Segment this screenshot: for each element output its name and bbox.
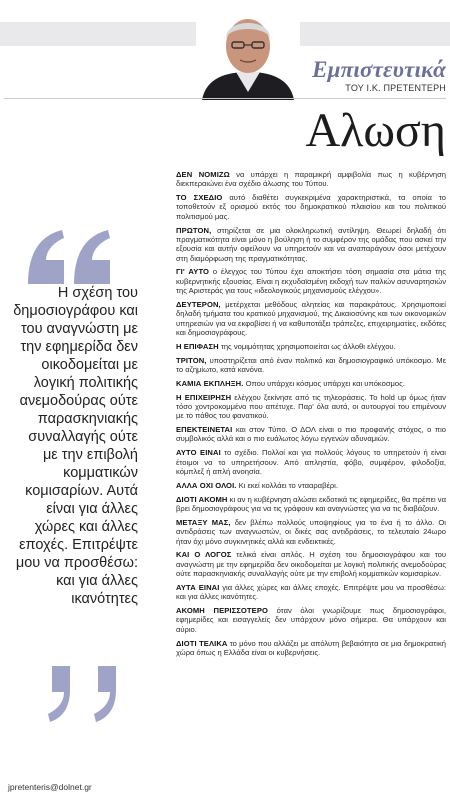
paragraph-text: μετέρχεται μεθόδους αλητείας και παρακράτους. Χρησιμοποιεί δηλαδή τμήματα του κρατικού μηχανισμού, της Δικαιοσύνης και των οικονομικών υπηρεσιών για να εκφοβίσει ή να καθυποτάξει τράπεζες, επιχειρηματίες, εκδότες και δημοσιογράφους. [176, 299, 446, 337]
paragraph-text: δεν βλέπω πολλούς υποψηφίους για το ένα ή το άλλο. Οι αντιδράσεις των αναγνωστών, οι δικές σας αντιδράσεις, το τελευταίο 24ωρο ήταν όχι μόνο συγκινητικές αλλά και ενδεικτικές. [176, 517, 446, 546]
paragraph-text: όταν όλοι γνωρίζουμε πως δημοσιογράφοι, εφημερίδες και εισαγγελείς δεν υπάρχουν μόνο σήμερα. Θα υπάρχουν και αύριο. [176, 606, 446, 634]
paragraph-text: κι αν η κυβέρνηση αλώσει εκδοτικά τις εφημερίδες, θα πρέπει να βρει δημοσιογράφους για να τις γράφουν και αναγνώστες για να τις διαβάζουν. [176, 494, 446, 514]
article-body [176, 170, 446, 662]
paragraph-text: το μόνο που αλλάζει με απόλυτη βεβαιότητα σε μια δημοκρατική χώρα όπως η Ελλάδα είναι οι κυβερνήσεις. [176, 638, 446, 657]
article-paragraph [176, 639, 446, 658]
paragraph-lead: ΠΡΩΤΟΝ, [176, 225, 212, 235]
article-paragraph [176, 300, 446, 337]
paragraph-text: να υπάρχει η παραμικρή αμφιβολία πως η κυβέρνηση διεκπεραιώνει ένα σχέδιο άλωσης του Τύπου. [176, 170, 446, 189]
article-paragraph [176, 226, 446, 263]
paragraph-lead: ΕΠΕΚΤΕΙΝΕΤΑΙ [176, 425, 233, 435]
paragraph-lead: ΚΑΙ Ο ΛΟΓΟΣ [176, 550, 232, 560]
article-paragraph [176, 448, 446, 476]
paragraph-lead: ΔΕΝ ΝΟΜΙΖΩ [176, 170, 230, 179]
paragraph-text: ο έλεγχος του Τύπου έχει αποκτήσει τόση σημασία στα μάτια της κυβερνητικής εξουσίας. Είναι η εκχυδαϊσμένη εκδοχή των παλιών ασυναρτησιών της Αριστεράς για τους «ιδεολογικούς μηχανισμούς ελέγχου». [176, 267, 447, 296]
article-paragraph [176, 550, 446, 578]
paragraph-lead: ΑΥΤΑ ΕΙΝΑΙ [176, 582, 220, 592]
paragraph-text: ελέγχου ξεκίνησε από τις τηλεοράσεις. Το hold up όμως ήταν τόσο χοντροκομμένο που απέτυχε. Παρ' όλα αυτά, οι αυτουργοί του επιμένουν με το πάθος του φανατικού. [176, 392, 446, 421]
paragraph-lead: ΓΙ' ΑΥΤΟ [176, 267, 210, 277]
author-photo [196, 8, 300, 100]
paragraph-text: τελικά είναι απλός. Η σχέση του δημοσιογράφου και του αναγνώστη με την εφημερίδα δεν οικοδομείται με λογική πολιτικής ανεμοδούρας ούτε παρασκηνιακής συναλλαγής ούτε με την επιβολή κομματικών κομισαρίων. [176, 550, 446, 578]
paragraph-lead: ΔΙΟΤΙ ΑΚΟΜΗ [176, 494, 228, 504]
paragraph-lead: ΑΚΟΜΗ ΠΕΡΙΣΣΟΤΕΡΟ [176, 606, 269, 616]
article-paragraph [176, 583, 446, 602]
paragraph-text: στηρίζεται σε μια ολοκληρωτική αντίληψη. Θεωρεί δηλαδή ότι πραγματικότητα είναι μόνο η βούληση ή το συμφέρον της ομάδας που ασκεί την εξουσία και αυτήν οφείλουν να υπηρετούν και να αναπαράγουν όσοι μετέχουν στη διαμόρφωση της πραγματικότητας. [176, 225, 446, 263]
paragraph-text: αυτό διαθέτει συγκεκριμένα χαρακτηριστικά, τα οποία το τοποθετούν εξ ορισμού εκτός του δημοκρατικού πλαισίου και του πολιτικού πολιτισμού μας. [176, 193, 446, 221]
paragraph-lead: Η ΕΠΙΦΑΣΗ [176, 341, 219, 351]
paragraph-text: Οπου υπάρχει κόσμος υπάρχει και υπόκοσμος. [243, 378, 405, 388]
paragraph-lead: ΜΕΤΑΞΥ ΜΑΣ, [176, 517, 231, 527]
paragraph-lead: ΤΡΙΤΟΝ, [176, 355, 207, 365]
article-paragraph [176, 170, 446, 189]
author-byline: ΤΟΥ Ι.Κ. ΠΡΕΤΕΝΤΕΡΗ [345, 83, 446, 93]
paragraph-text: για άλλες χώρες και άλλες εποχές. Επιτρέψτε μου να προσθέσω: και για άλλες ικανότητες. [176, 582, 446, 602]
article-paragraph [176, 606, 446, 634]
article-paragraph [176, 267, 446, 295]
paragraph-text: της νομιμότητας χρησιμοποιείται ως άλλοθι ελέγχου. [218, 341, 396, 351]
article-paragraph [176, 481, 446, 490]
paragraph-lead: Η ΕΠΙΧΕΙΡΗΣΗ [176, 392, 232, 402]
author-email[interactable]: jpretenteris@dolnet.gr [8, 782, 92, 792]
article-paragraph [176, 356, 446, 375]
paragraph-text: υποστηρίζεται από έναν πολιτικό και δημοσιογραφικό υπόκοσμο. Με το αζημίωτο, κατά κανόνα. [176, 355, 446, 374]
header-divider [4, 98, 446, 99]
paragraph-lead: ΤΟ ΣΧΕΔΙΟ [176, 193, 223, 203]
paragraph-text: και στον Τύπο. Ο ΔΟΛ είναι ο πιο προφανής στόχος, ο πιο συμβολικός αλλά και ο πιο ευάλωτος λόγω εγγενών αδυναμιών. [176, 425, 446, 444]
paragraph-text: το σχέδιο. Πολλοί και για πολλούς λόγους το υπηρετούν ή είναι έτοιμοι να το υπηρετήσουν. Από απληστία, φόβο, συμφέρον, φιλοδοξία, κόμπλεξ ή απλή ανοησία. [176, 448, 446, 476]
paragraph-lead: ΔΕΥΤΕΡΟΝ, [176, 299, 221, 309]
paragraph-lead: ΑΥΤΟ ΕΙΝΑΙ [176, 448, 221, 458]
paragraph-text: Κι εκεί κολλάει το ντααραβέρι. [236, 480, 338, 490]
article-paragraph [176, 379, 446, 388]
article-paragraph [176, 425, 446, 444]
column-name: Εμπιστευτικά [312, 57, 446, 82]
paragraph-lead: ΚΑΜΙΑ ΕΚΠΛΗΞΗ. [176, 378, 244, 388]
article-paragraph [176, 518, 446, 546]
paragraph-lead: ΔΙΟΤΙ ΤΕΛΙΚΑ [176, 638, 228, 648]
paragraph-lead: ΑΛΛΑ ΟΧΙ ΟΛΟΙ. [176, 480, 237, 490]
article-paragraph [176, 193, 446, 221]
close-quote-icon [46, 664, 138, 724]
article-paragraph [176, 495, 446, 514]
article-paragraph [176, 393, 446, 421]
article-paragraph [176, 342, 446, 351]
open-quote-icon [24, 226, 116, 286]
pull-quote: Η σχέση του δημοσιογράφου και του αναγνώστη με την εφημερίδα δεν οικοδομείται με λογική πολιτικής ανεμοδούρας ούτε παρασκηνιακής συναλλαγής ούτε με την επιβολή κομματικών κομισαρίων. Αυτά είναι για άλλες χώρες και άλλες εποχές. Επιτρέψτε μου να προσθέσω: και για άλλες ικανότητες [13, 285, 138, 607]
article-title: Αλωση [305, 104, 446, 157]
